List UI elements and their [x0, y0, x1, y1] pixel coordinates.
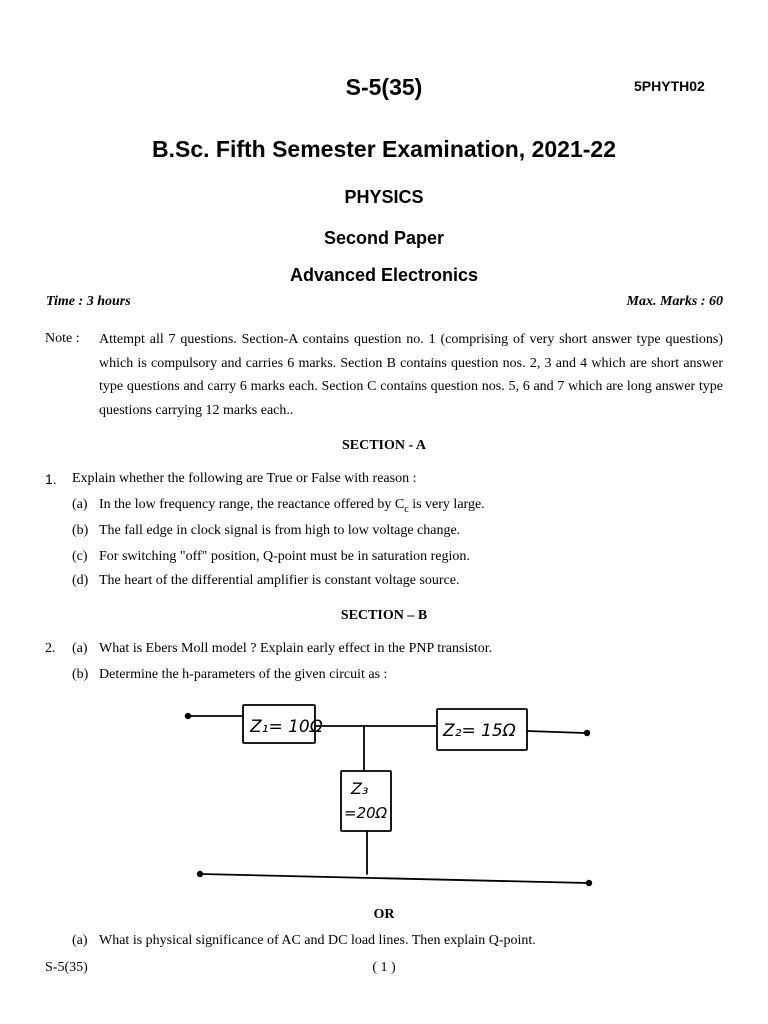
paper-code: S-5(35) [345, 74, 423, 100]
q2-alt-a-label: (a) [72, 933, 88, 948]
subject-title: PHYSICS [344, 187, 424, 207]
terminal-dot-bottom-right [586, 880, 592, 886]
q1a-text-end: is very large. [408, 497, 485, 512]
paper-title: Advanced Electronics [289, 265, 479, 285]
time-allowed: Time : 3 hours [46, 294, 131, 309]
z3-label-line2: =20Ω [344, 804, 388, 822]
q1a-text [99, 497, 485, 515]
q1c-label: (c) [72, 549, 88, 564]
q2-alt-a-text: What is physical significance of AC and DC load lines. Then explain Q-point. [99, 933, 536, 948]
q2b-text: Determine the h-parameters of the given circuit as : [99, 667, 388, 682]
q2b-label: (b) [72, 667, 89, 682]
q1a-text-main: In the low frequency range, the reactance offered by C [99, 497, 405, 512]
exam-title: B.Sc. Fifth Semester Examination, 2021-22 [151, 136, 616, 162]
circuit-diagram [180, 688, 600, 893]
q1a-subscript: c [404, 503, 409, 515]
q2-number: 2. [45, 641, 56, 656]
q2a-text: What is Ebers Moll model ? Explain early effect in the PNP transistor. [99, 641, 493, 656]
footer-code: S-5(35) [45, 960, 88, 975]
footer-page-number: ( 1 ) [372, 960, 396, 975]
note-label: Note : [45, 331, 80, 346]
terminal-dot-top-right [584, 730, 590, 736]
q1b-label: (b) [72, 523, 89, 538]
z2-label: Z₂= 15Ω [443, 721, 516, 741]
wire-output-top [527, 731, 585, 733]
or-label: OR [373, 907, 395, 922]
z1-label: Z₁= 10Ω [250, 717, 323, 737]
terminal-dot-top-left [185, 713, 191, 719]
paper-number: Second Paper [323, 228, 445, 248]
q1b-text: The fall edge in clock signal is from high to low voltage change. [99, 523, 461, 538]
q1-number: 1. [45, 471, 57, 487]
note-text: Attempt all 7 questions. Section-A contains question no. 1 (comprising of very short answer type questions) which is compulsory and carries 6 marks. Section B contains question nos. 2, 3 and 4 which are short answer type questions and carry 6 marks each. Section C contains question nos. 5, 6 and 7 which are long answer type questions carrying 12 marks each.. [99, 332, 723, 418]
section-b-heading: SECTION – B [340, 608, 428, 623]
q1d-text: The heart of the differential amplifier is constant voltage source. [99, 573, 460, 588]
max-marks: Max. Marks : 60 [626, 294, 723, 309]
q1d-label: (d) [72, 573, 89, 588]
q1-text: Explain whether the following are True or False with reason : [72, 471, 417, 486]
terminal-dot-bottom-left [197, 871, 203, 877]
q1c-text: For switching "off" position, Q-point must be in saturation region. [99, 549, 470, 564]
wire-bottom [200, 874, 588, 883]
q2a-label: (a) [72, 641, 88, 656]
q1a-label: (a) [72, 497, 88, 512]
subject-code: 5PHYTH02 [634, 78, 705, 94]
z3-label-line1: Z₃ [351, 779, 369, 798]
section-a-heading: SECTION - A [341, 438, 427, 453]
